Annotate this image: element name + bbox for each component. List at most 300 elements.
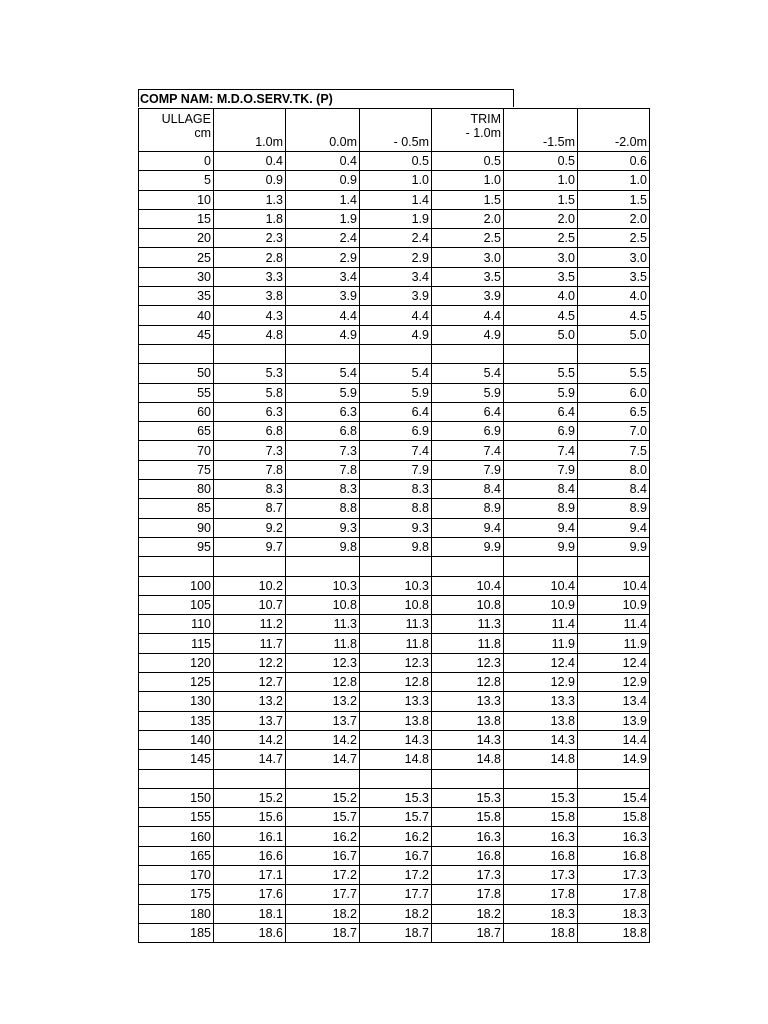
volume-cell: 0.9	[214, 171, 286, 190]
volume-cell: 14.8	[504, 750, 578, 769]
volume-cell: 15.3	[504, 788, 578, 807]
volume-cell: 4.8	[214, 325, 286, 344]
volume-cell: 13.8	[432, 711, 504, 730]
volume-cell: 7.0	[578, 422, 650, 441]
volume-cell: 5.4	[286, 364, 360, 383]
volume-cell: 5.4	[360, 364, 432, 383]
table-row	[139, 846, 650, 865]
compartment-title: COMP NAM: M.D.O.SERV.TK. (P)	[138, 89, 514, 107]
table-row	[139, 673, 650, 692]
volume-cell: 16.3	[504, 827, 578, 846]
volume-cell: 7.9	[504, 460, 578, 479]
volume-cell: 9.4	[578, 518, 650, 537]
volume-cell: 7.8	[214, 460, 286, 479]
volume-cell: 0.9	[286, 171, 360, 190]
volume-cell: 3.5	[432, 267, 504, 286]
ullage-cell: 60	[139, 402, 214, 421]
volume-cell: 8.9	[504, 499, 578, 518]
volume-cell: 16.1	[214, 827, 286, 846]
volume-cell: 8.3	[286, 480, 360, 499]
volume-cell: 14.9	[578, 750, 650, 769]
table-row	[139, 441, 650, 460]
volume-cell: 1.5	[578, 190, 650, 209]
ullage-cell	[139, 344, 214, 363]
volume-cell: 14.4	[578, 730, 650, 749]
table-row	[139, 865, 650, 884]
table-row	[139, 287, 650, 306]
volume-cell: 16.3	[578, 827, 650, 846]
header-ullage-label: ULLAGE	[161, 112, 211, 126]
ullage-cell: 25	[139, 248, 214, 267]
volume-cell: 15.8	[504, 808, 578, 827]
volume-cell: 17.3	[504, 865, 578, 884]
volume-cell: 8.7	[214, 499, 286, 518]
volume-cell: 14.2	[286, 730, 360, 749]
volume-cell: 3.3	[214, 267, 286, 286]
volume-cell: 17.2	[286, 865, 360, 884]
volume-cell: 13.7	[214, 711, 286, 730]
volume-cell: 6.0	[578, 383, 650, 402]
volume-cell: 10.8	[360, 595, 432, 614]
table-row	[139, 557, 650, 576]
volume-cell: 17.2	[360, 865, 432, 884]
header-trim-minus-1-5: -1.5m	[504, 109, 578, 152]
volume-cell: 5.3	[214, 364, 286, 383]
volume-cell: 18.6	[214, 923, 286, 942]
volume-cell: 1.0	[432, 171, 504, 190]
table-row	[139, 711, 650, 730]
ullage-cell: 175	[139, 885, 214, 904]
ullage-cell: 150	[139, 788, 214, 807]
volume-cell: 1.5	[432, 190, 504, 209]
volume-cell: 15.3	[360, 788, 432, 807]
volume-cell: 15.7	[360, 808, 432, 827]
volume-cell: 15.3	[432, 788, 504, 807]
table-row	[139, 171, 650, 190]
table-row	[139, 229, 650, 248]
volume-cell: 7.8	[286, 460, 360, 479]
header-ullage-unit: cm	[194, 126, 211, 140]
volume-cell: 3.4	[360, 267, 432, 286]
ullage-cell: 115	[139, 634, 214, 653]
volume-cell: 10.9	[504, 595, 578, 614]
volume-cell: 5.9	[432, 383, 504, 402]
header-trim-label: TRIM	[470, 112, 501, 126]
volume-cell: 11.7	[214, 634, 286, 653]
volume-cell: 3.9	[286, 287, 360, 306]
volume-cell: 15.8	[578, 808, 650, 827]
ullage-cell: 70	[139, 441, 214, 460]
ullage-cell: 100	[139, 576, 214, 595]
table-row	[139, 788, 650, 807]
ullage-cell: 165	[139, 846, 214, 865]
volume-cell: 5.5	[504, 364, 578, 383]
volume-cell: 10.8	[286, 595, 360, 614]
volume-cell: 4.9	[360, 325, 432, 344]
volume-cell: 4.4	[432, 306, 504, 325]
volume-cell: 6.8	[214, 422, 286, 441]
volume-cell: 11.8	[286, 634, 360, 653]
volume-cell: 18.2	[360, 904, 432, 923]
volume-cell: 9.8	[286, 537, 360, 556]
volume-cell: 14.3	[432, 730, 504, 749]
volume-cell: 7.5	[578, 441, 650, 460]
volume-cell: 16.2	[286, 827, 360, 846]
ullage-cell: 125	[139, 673, 214, 692]
volume-cell: 0.5	[504, 152, 578, 171]
volume-cell: 4.4	[360, 306, 432, 325]
volume-cell: 1.0	[504, 171, 578, 190]
volume-cell: 4.5	[504, 306, 578, 325]
volume-cell: 10.4	[578, 576, 650, 595]
ullage-cell: 95	[139, 537, 214, 556]
volume-cell: 5.9	[286, 383, 360, 402]
volume-cell: 14.8	[432, 750, 504, 769]
volume-cell: 14.8	[360, 750, 432, 769]
header-trim-minus-1-0-value: - 1.0m	[465, 126, 501, 140]
volume-cell: 18.3	[578, 904, 650, 923]
volume-cell: 3.0	[504, 248, 578, 267]
volume-cell: 9.3	[360, 518, 432, 537]
header-trim-1-0: 1.0m	[214, 109, 286, 152]
table-row	[139, 634, 650, 653]
table-row	[139, 576, 650, 595]
volume-cell: 3.5	[504, 267, 578, 286]
table-row	[139, 518, 650, 537]
ullage-cell: 185	[139, 923, 214, 942]
volume-cell: 4.4	[286, 306, 360, 325]
table-row	[139, 267, 650, 286]
volume-cell: 18.7	[360, 923, 432, 942]
volume-cell: 12.9	[578, 673, 650, 692]
ullage-cell: 40	[139, 306, 214, 325]
ullage-cell: 145	[139, 750, 214, 769]
volume-cell: 5.0	[578, 325, 650, 344]
volume-cell: 16.6	[214, 846, 286, 865]
volume-cell: 17.7	[360, 885, 432, 904]
volume-cell: 2.3	[214, 229, 286, 248]
volume-cell: 4.5	[578, 306, 650, 325]
ullage-cell: 0	[139, 152, 214, 171]
ullage-cell: 45	[139, 325, 214, 344]
volume-cell: 2.0	[432, 209, 504, 228]
ullage-cell	[139, 557, 214, 576]
volume-cell: 13.4	[578, 692, 650, 711]
volume-cell: 4.9	[286, 325, 360, 344]
volume-cell: 5.5	[578, 364, 650, 383]
table-row	[139, 190, 650, 209]
volume-cell: 13.2	[214, 692, 286, 711]
ullage-table	[138, 108, 650, 943]
volume-cell	[504, 769, 578, 788]
volume-cell: 5.9	[360, 383, 432, 402]
volume-cell	[504, 344, 578, 363]
volume-cell: 0.4	[214, 152, 286, 171]
title-row	[138, 89, 650, 108]
table-row	[139, 480, 650, 499]
ullage-cell: 120	[139, 653, 214, 672]
ullage-cell: 5	[139, 171, 214, 190]
volume-cell: 3.0	[432, 248, 504, 267]
volume-cell: 12.4	[578, 653, 650, 672]
volume-cell: 10.4	[504, 576, 578, 595]
table-row	[139, 383, 650, 402]
volume-cell	[578, 557, 650, 576]
volume-cell: 9.4	[432, 518, 504, 537]
volume-cell: 5.4	[432, 364, 504, 383]
ullage-cell: 75	[139, 460, 214, 479]
volume-cell: 4.9	[432, 325, 504, 344]
volume-cell: 7.3	[286, 441, 360, 460]
volume-cell: 15.2	[214, 788, 286, 807]
volume-cell: 8.4	[504, 480, 578, 499]
ullage-cell: 50	[139, 364, 214, 383]
volume-cell: 10.8	[432, 595, 504, 614]
ullage-cell: 110	[139, 615, 214, 634]
ullage-cell: 80	[139, 480, 214, 499]
table-row	[139, 730, 650, 749]
volume-cell: 18.2	[286, 904, 360, 923]
ullage-cell: 160	[139, 827, 214, 846]
volume-cell: 2.5	[432, 229, 504, 248]
ullage-sheet	[138, 89, 650, 943]
volume-cell: 3.5	[578, 267, 650, 286]
volume-cell: 8.3	[360, 480, 432, 499]
table-row	[139, 364, 650, 383]
ullage-cell: 35	[139, 287, 214, 306]
volume-cell: 10.3	[360, 576, 432, 595]
volume-cell	[578, 769, 650, 788]
header-trim-minus-0-5: - 0.5m	[360, 109, 432, 152]
table-row	[139, 885, 650, 904]
volume-cell: 18.8	[504, 923, 578, 942]
volume-cell	[360, 769, 432, 788]
volume-cell: 14.3	[360, 730, 432, 749]
volume-cell: 3.8	[214, 287, 286, 306]
volume-cell: 12.3	[432, 653, 504, 672]
volume-cell: 8.8	[360, 499, 432, 518]
volume-cell: 2.5	[578, 229, 650, 248]
volume-cell: 9.9	[578, 537, 650, 556]
ullage-cell: 20	[139, 229, 214, 248]
volume-cell: 6.3	[214, 402, 286, 421]
volume-cell: 2.9	[286, 248, 360, 267]
volume-cell: 6.9	[360, 422, 432, 441]
volume-cell: 14.2	[214, 730, 286, 749]
volume-cell: 1.4	[286, 190, 360, 209]
volume-cell	[504, 557, 578, 576]
ullage-cell: 15	[139, 209, 214, 228]
volume-cell: 11.8	[432, 634, 504, 653]
volume-cell: 2.8	[214, 248, 286, 267]
volume-cell: 12.7	[214, 673, 286, 692]
ullage-cell: 65	[139, 422, 214, 441]
volume-cell	[286, 557, 360, 576]
ullage-cell: 55	[139, 383, 214, 402]
volume-cell: 11.8	[360, 634, 432, 653]
table-row	[139, 422, 650, 441]
volume-cell: 13.3	[504, 692, 578, 711]
volume-cell: 7.4	[360, 441, 432, 460]
volume-cell: 17.3	[578, 865, 650, 884]
volume-cell: 1.9	[360, 209, 432, 228]
volume-cell: 8.4	[578, 480, 650, 499]
volume-cell: 11.9	[504, 634, 578, 653]
volume-cell	[214, 769, 286, 788]
volume-cell: 0.6	[578, 152, 650, 171]
volume-cell: 4.0	[578, 287, 650, 306]
volume-cell: 8.3	[214, 480, 286, 499]
volume-cell: 16.3	[432, 827, 504, 846]
header-trim-0-0: 0.0m	[286, 109, 360, 152]
volume-cell: 14.7	[214, 750, 286, 769]
volume-cell: 1.0	[578, 171, 650, 190]
volume-cell: 8.9	[578, 499, 650, 518]
volume-cell: 1.4	[360, 190, 432, 209]
table-row	[139, 653, 650, 672]
volume-cell: 8.0	[578, 460, 650, 479]
volume-cell: 6.9	[432, 422, 504, 441]
ullage-cell: 170	[139, 865, 214, 884]
volume-cell: 2.4	[360, 229, 432, 248]
volume-cell: 1.8	[214, 209, 286, 228]
volume-cell: 18.7	[286, 923, 360, 942]
volume-cell	[214, 344, 286, 363]
volume-cell: 12.3	[286, 653, 360, 672]
volume-cell: 12.8	[360, 673, 432, 692]
volume-cell: 13.8	[360, 711, 432, 730]
volume-cell: 7.3	[214, 441, 286, 460]
volume-cell: 13.3	[360, 692, 432, 711]
volume-cell: 17.8	[578, 885, 650, 904]
table-row	[139, 344, 650, 363]
ullage-cell: 180	[139, 904, 214, 923]
volume-cell: 16.8	[432, 846, 504, 865]
volume-cell: 15.4	[578, 788, 650, 807]
volume-cell: 13.3	[432, 692, 504, 711]
volume-cell: 3.9	[360, 287, 432, 306]
volume-cell: 0.5	[432, 152, 504, 171]
volume-cell: 12.3	[360, 653, 432, 672]
volume-cell: 3.0	[578, 248, 650, 267]
volume-cell: 8.9	[432, 499, 504, 518]
table-row	[139, 402, 650, 421]
volume-cell: 6.9	[504, 422, 578, 441]
volume-cell: 18.7	[432, 923, 504, 942]
ullage-cell: 90	[139, 518, 214, 537]
volume-cell: 17.8	[504, 885, 578, 904]
ullage-cell: 105	[139, 595, 214, 614]
volume-cell: 6.5	[578, 402, 650, 421]
volume-cell: 2.9	[360, 248, 432, 267]
volume-cell: 4.0	[504, 287, 578, 306]
volume-cell: 17.7	[286, 885, 360, 904]
table-row	[139, 750, 650, 769]
volume-cell: 17.6	[214, 885, 286, 904]
volume-cell: 9.2	[214, 518, 286, 537]
volume-cell: 6.3	[286, 402, 360, 421]
volume-cell: 13.7	[286, 711, 360, 730]
volume-cell: 18.2	[432, 904, 504, 923]
volume-cell: 12.9	[504, 673, 578, 692]
volume-cell: 11.9	[578, 634, 650, 653]
volume-cell: 16.2	[360, 827, 432, 846]
ullage-cell: 85	[139, 499, 214, 518]
volume-cell: 3.4	[286, 267, 360, 286]
volume-cell: 2.0	[578, 209, 650, 228]
volume-cell: 10.4	[432, 576, 504, 595]
volume-cell: 17.1	[214, 865, 286, 884]
volume-cell: 15.8	[432, 808, 504, 827]
volume-cell: 9.9	[432, 537, 504, 556]
table-row	[139, 827, 650, 846]
table-row	[139, 904, 650, 923]
volume-cell: 10.7	[214, 595, 286, 614]
table-row	[139, 595, 650, 614]
volume-cell: 2.5	[504, 229, 578, 248]
volume-cell: 13.9	[578, 711, 650, 730]
volume-cell	[360, 344, 432, 363]
volume-cell: 16.7	[360, 846, 432, 865]
volume-cell: 12.8	[432, 673, 504, 692]
volume-cell: 6.4	[360, 402, 432, 421]
volume-cell: 10.3	[286, 576, 360, 595]
volume-cell: 18.3	[504, 904, 578, 923]
volume-cell: 11.4	[578, 615, 650, 634]
volume-cell: 16.8	[504, 846, 578, 865]
table-row	[139, 325, 650, 344]
volume-cell: 8.4	[432, 480, 504, 499]
table-row	[139, 152, 650, 171]
volume-cell	[432, 344, 504, 363]
ullage-cell	[139, 769, 214, 788]
table-row	[139, 923, 650, 942]
volume-cell: 9.4	[504, 518, 578, 537]
volume-cell: 0.5	[360, 152, 432, 171]
ullage-cell: 140	[139, 730, 214, 749]
volume-cell: 18.8	[578, 923, 650, 942]
volume-cell: 15.7	[286, 808, 360, 827]
volume-cell: 7.9	[432, 460, 504, 479]
volume-cell: 5.9	[504, 383, 578, 402]
volume-cell: 10.2	[214, 576, 286, 595]
volume-cell: 7.4	[432, 441, 504, 460]
volume-cell: 6.8	[286, 422, 360, 441]
table-row	[139, 248, 650, 267]
volume-cell: 14.7	[286, 750, 360, 769]
volume-cell: 9.3	[286, 518, 360, 537]
volume-cell	[432, 769, 504, 788]
volume-cell: 0.4	[286, 152, 360, 171]
volume-cell	[360, 557, 432, 576]
volume-cell	[214, 557, 286, 576]
ullage-cell: 130	[139, 692, 214, 711]
volume-cell: 7.4	[504, 441, 578, 460]
volume-cell: 11.3	[286, 615, 360, 634]
volume-cell: 2.4	[286, 229, 360, 248]
volume-cell: 1.0	[360, 171, 432, 190]
volume-cell: 13.2	[286, 692, 360, 711]
volume-cell: 11.3	[432, 615, 504, 634]
volume-cell: 1.9	[286, 209, 360, 228]
header-ullage	[139, 109, 214, 152]
ullage-cell: 10	[139, 190, 214, 209]
volume-cell: 12.4	[504, 653, 578, 672]
volume-cell	[578, 344, 650, 363]
volume-cell: 16.7	[286, 846, 360, 865]
volume-cell	[286, 344, 360, 363]
volume-cell: 7.9	[360, 460, 432, 479]
